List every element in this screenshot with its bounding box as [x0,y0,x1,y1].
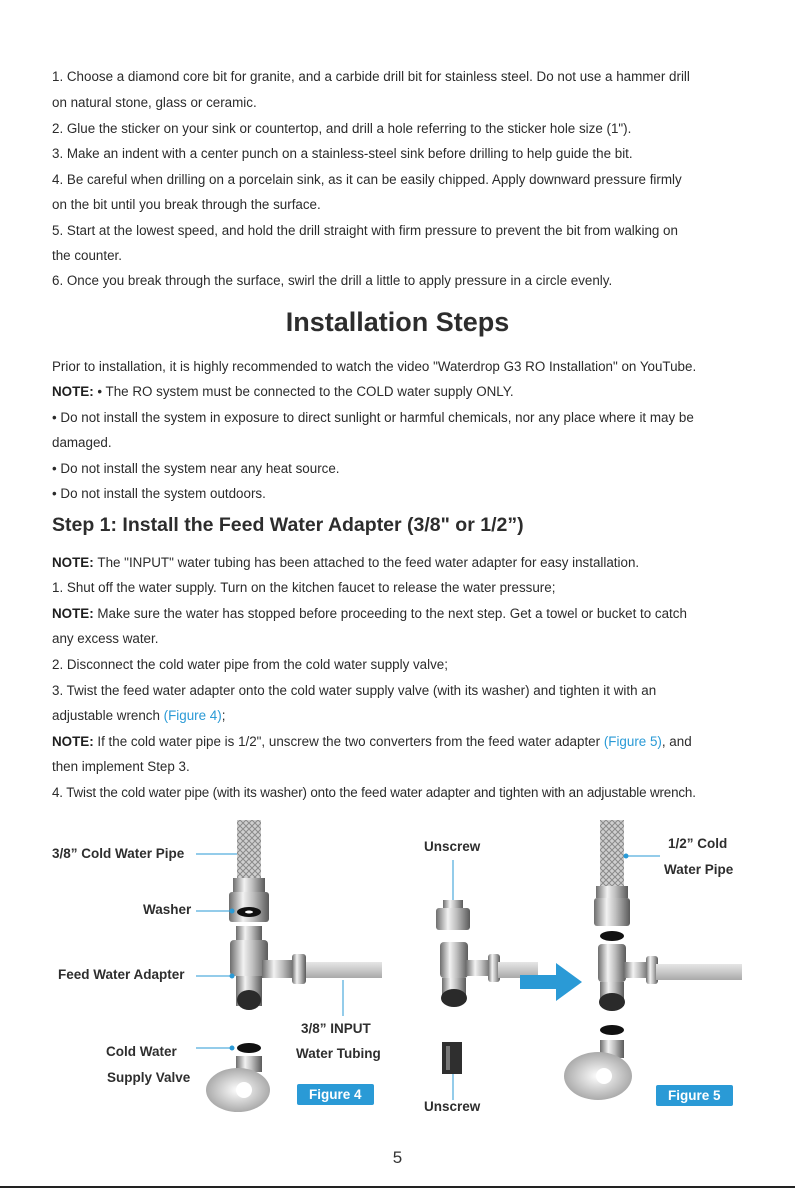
figure4-diagram [196,820,382,1112]
prep-line-2: 2. Glue the sticker on your sink or countertop, and drill a hole referring to the sticker hole size (1"). [52,121,632,136]
line3-cont-text: adjustable wrench [52,708,164,723]
step1-note2 [52,601,752,627]
line3-end: ; [221,708,226,723]
label-unscrew-bottom: Unscrew [424,1099,481,1114]
label-unscrew-top: Unscrew [424,839,481,854]
step1-heading: Step 1: Install the Feed Water Adapter (3/8" or 1/2”) [52,514,524,536]
note-label: NOTE: [52,734,98,749]
note-text: Make sure the water has stopped before proceeding to the next step. Get a towel or bucket to catch [97,606,687,621]
top-converter-icon [436,908,470,930]
adapter-5-icon [440,942,468,978]
note-label: NOTE: [52,606,98,621]
bottom-converter-icon [442,1042,462,1074]
prep-line-1: 1. Choose a diamond core bit for granite, and a carbide drill bit for stainless steel. Do not use a hammer drill [52,69,690,84]
bullet-outdoors: • Do not install the system outdoors. [52,486,266,501]
label-cold-water-pipe: 3/8” Cold Water Pipe [52,846,185,861]
prep-line-4: 4. Be careful when drilling on a porcelain sink, as it can be easily chipped. Apply downward pressure firmly [52,172,682,187]
prep-line-1-cont: on natural stone, glass or ceramic. [52,95,257,110]
bullet-sunlight: • Do not install the system in exposure to direct sunlight or harmful chemicals, nor any place where it may be [52,410,694,425]
note3-end: , and [661,734,692,749]
label-washer: Washer [143,902,192,917]
prep-line-5-cont: the counter. [52,248,122,263]
note-text: If the cold water pipe is 1/2", unscrew the two converters from the feed water adapter [97,734,604,749]
step1-note3-cont: then implement Step 3. [52,759,190,774]
step1-note2-cont: any excess water. [52,631,159,646]
step1-line2: 2. Disconnect the cold water pipe from the cold water supply valve; [52,657,448,672]
label-half-cold: 1/2” Cold [668,836,728,851]
figure5-link[interactable]: (Figure 5) [603,734,662,749]
figure4-link[interactable]: (Figure 4) [163,708,222,723]
adapter-5b-icon [598,944,626,982]
intro-note [52,379,752,405]
input-tubing-icon [306,962,382,978]
page-number: 5 [392,1148,403,1167]
note-text: • The RO system must be connected to the COLD water supply ONLY. [97,384,514,399]
step1-line3: 3. Twist the feed water adapter onto the cold water supply valve (with its washer) and tighten it with an [52,683,657,698]
prep-line-4-cont: on the bit until you break through the surface. [52,197,321,212]
braided-pipe-icon [237,820,261,878]
bottom-rule [0,1186,795,1188]
step1-line1: 1. Shut off the water supply. Turn on the kitchen faucet to release the water pressure; [52,580,556,595]
label-feed-water-adapter: Feed Water Adapter [58,967,185,982]
label-cold-water: Cold Water [106,1044,177,1059]
section-title: Installation Steps [285,307,510,337]
step1-line3-cont [52,703,752,729]
bullet-heat: • Do not install the system near any heat source. [52,461,340,476]
half-inch-pipe-icon [600,820,624,886]
label-half-water-pipe: Water Pipe [664,862,734,877]
intro-line: Prior to installation, it is highly recommended to watch the video "Waterdrop G3 RO Installation" on YouTube. [52,359,697,374]
label-supply-valve: Supply Valve [107,1070,191,1085]
figure5-badge: Figure 5 [656,1085,733,1106]
figure4-badge: Figure 4 [297,1084,374,1105]
prep-line-6: 6. Once you break through the surface, swirl the drill a little to apply pressure in a circle evenly. [52,273,613,288]
note-label: NOTE: [52,384,98,399]
supply-washer-icon [237,1043,261,1053]
prep-line-3: 3. Make an indent with a center punch on a stainless-steel sink before drilling to help guide the bit. [52,146,633,161]
label-input-line1: 3/8” INPUT [301,1021,371,1036]
label-input-line2: Water Tubing [296,1046,381,1061]
step1-note1 [52,550,752,576]
note-label: NOTE: [52,555,98,570]
step1-note3 [52,729,752,755]
step1-line4: 4. Twist the cold water pipe (with its washer) onto the feed water adapter and tighten with an adjustable wrench. [52,785,696,800]
prep-line-5: 5. Start at the lowest speed, and hold the drill straight with firm pressure to prevent the bit from walking on [52,223,678,238]
bullet-sunlight-cont: damaged. [52,435,112,450]
note-text: The "INPUT" water tubing has been attached to the feed water adapter for easy installation. [97,555,640,570]
